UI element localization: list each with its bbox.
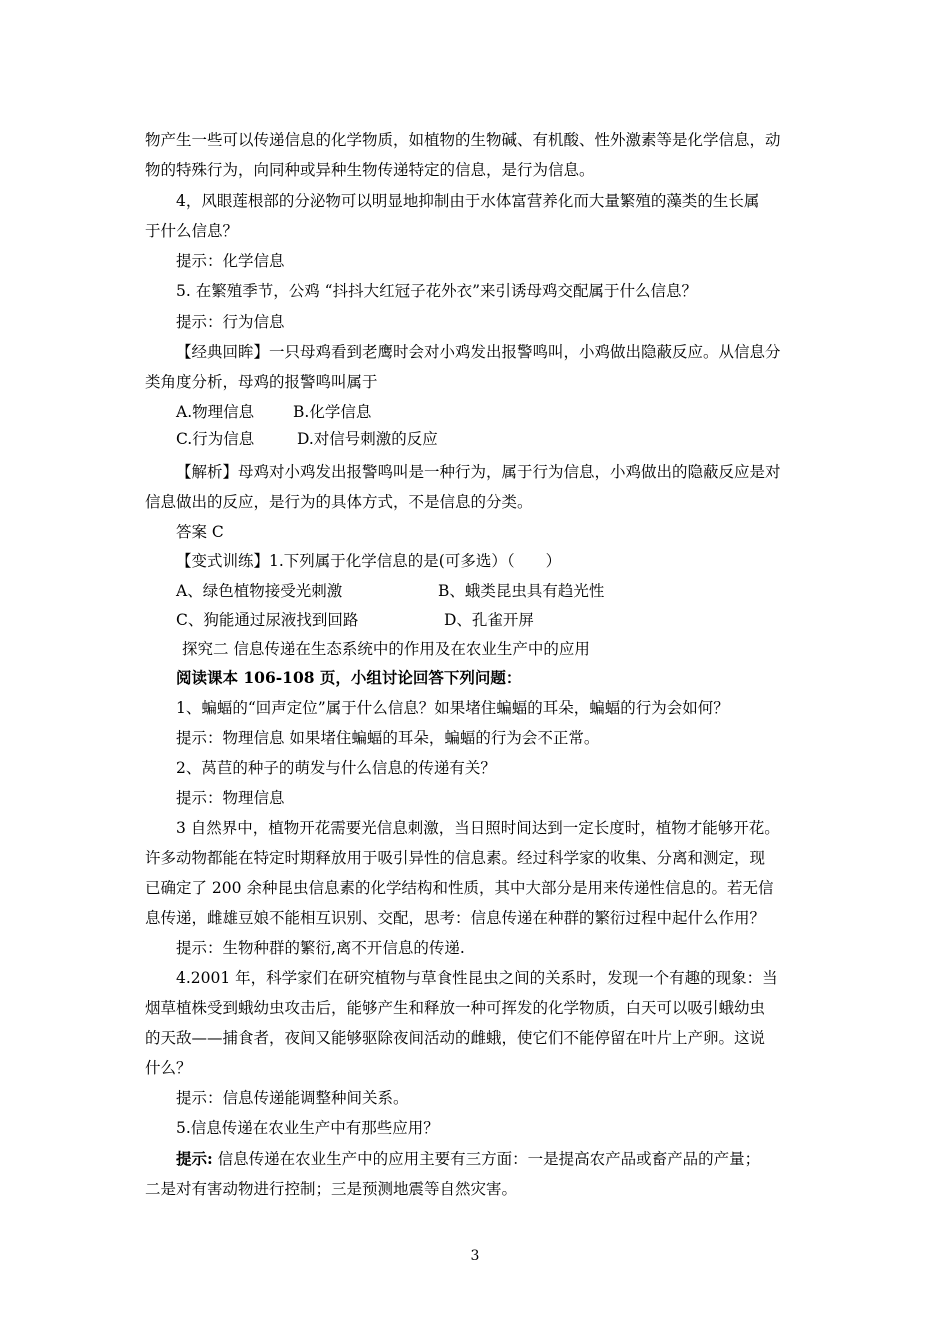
paragraph-line: 物产生一些可以传递信息的化学物质，如植物的生物碱、有机酸、性外激素等是化学信息，动 [145, 131, 781, 149]
explore-hint-2: 提示：物理信息 [176, 789, 285, 807]
answer: 答案 C [176, 523, 224, 541]
explore-question-2: 2、莴苣的种子的萌发与什么信息的传递有关？ [176, 759, 496, 777]
question-4-cont: 于什么信息？ [145, 222, 239, 240]
classic-review-cont: 类角度分析，母鸡的报警鸣叫属于 [145, 373, 378, 391]
explore-question-3-cont: 许多动物都能在特定时期释放用于吸引异性的信息素。经过科学家的收集、分离和测定，现 [145, 849, 766, 867]
variant-option-d: D、孔雀开屏 [444, 611, 534, 629]
explore-question-4-cont: 什么？ [145, 1059, 192, 1077]
option-c: C.行为信息 [176, 430, 255, 448]
explore-hint-3: 提示：生物种群的繁衍,离不开信息的传递. [176, 939, 465, 957]
explore-hint-5 [176, 1147, 760, 1169]
analysis: 【解析】母鸡对小鸡发出报警鸣叫是一种行为，属于行为信息，小鸡做出的隐蔽反应是对 [176, 463, 781, 481]
variant-option-b: B、蛾类昆虫具有趋光性 [438, 582, 605, 600]
question-4: 4，风眼莲根部的分泌物可以明显地抑制由于水体富营养化而大量繁殖的藻类的生长属 [176, 192, 760, 210]
explore-question-3: 3 自然界中，植物开花需要光信息刺激，当日照时间达到一定长度时，植物才能够开花。 [176, 819, 780, 837]
hint-label: 提示: [176, 1149, 213, 1168]
explore-hint-5-cont: 二是对有害动物进行控制；三是预测地震等自然灾害。 [145, 1180, 518, 1198]
explore-question-1: 1、蝙蝠的“回声定位”属于什么信息？如果堵住蝙蝠的耳朵，蝙蝠的行为会如何？ [176, 699, 729, 717]
explore-two-heading: 探究二 信息传递在生态系统中的作用及在农业生产中的应用 [182, 640, 590, 658]
option-b: B.化学信息 [293, 403, 372, 421]
explore-question-4-cont: 的天敌——捕食者，夜间又能够驱除夜间活动的雌蛾，使它们不能停留在叶片上产卵。这说 [145, 1029, 766, 1047]
variant-option-c: C、狗能通过尿液找到回路 [176, 611, 359, 629]
explore-question-3-cont: 已确定了 200 余种昆虫信息素的化学结构和性质，其中大部分是用来传递性信息的。若无信 [145, 879, 774, 897]
explore-question-4: 4.2001 年，科学家们在研究植物与草食性昆虫之间的关系时，发现一个有趣的现象：当 [176, 969, 778, 987]
reading-instruction: 阅读课本 106-108 页，小组讨论回答下列问题： [176, 668, 522, 687]
hint-5: 提示：行为信息 [176, 313, 285, 331]
classic-review: 【经典回眸】一只母鸡看到老鹰时会对小鸡发出报警鸣叫，小鸡做出隐蔽反应。从信息分 [176, 343, 781, 361]
option-a: A.物理信息 [176, 403, 255, 421]
explore-question-4-cont: 烟草植株受到蛾幼虫攻击后，能够产生和释放一种可挥发的化学物质，白天可以吸引蛾幼虫 [145, 999, 766, 1017]
variant-option-a: A、绿色植物接受光刺激 [176, 582, 343, 600]
explore-question-5: 5.信息传递在农业生产中有那些应用？ [176, 1119, 439, 1137]
explore-question-3-cont: 息传递，雌雄豆娘不能相互识别、交配，思考：信息传递在种群的繁衍过程中起什么作用？ [145, 909, 766, 927]
explore-hint-4: 提示：信息传递能调整种间关系。 [176, 1089, 409, 1107]
question-5: 5. 在繁殖季节，公鸡 “抖抖大红冠子花外衣”来引诱母鸡交配属于什么信息？ [176, 282, 697, 300]
page-number: 3 [470, 1248, 480, 1264]
explore-hint-1: 提示：物理信息 如果堵住蝙蝠的耳朵，蝙蝠的行为会不正常。 [176, 729, 600, 747]
hint-4: 提示：化学信息 [176, 252, 285, 270]
analysis-cont: 信息做出的反应，是行为的具体方式，不是信息的分类。 [145, 493, 533, 511]
option-d: D.对信号刺激的反应 [297, 430, 438, 448]
hint-text: 信息传递在农业生产中的应用主要有三方面：一是提高农产品或畜产品的产量； [212, 1150, 761, 1168]
variant-training: 【变式训练】1.下列属于化学信息的是(可多选）（ ） [176, 552, 562, 570]
paragraph-line: 物的特殊行为，向同种或异种生物传递特定的信息，是行为信息。 [145, 161, 595, 179]
